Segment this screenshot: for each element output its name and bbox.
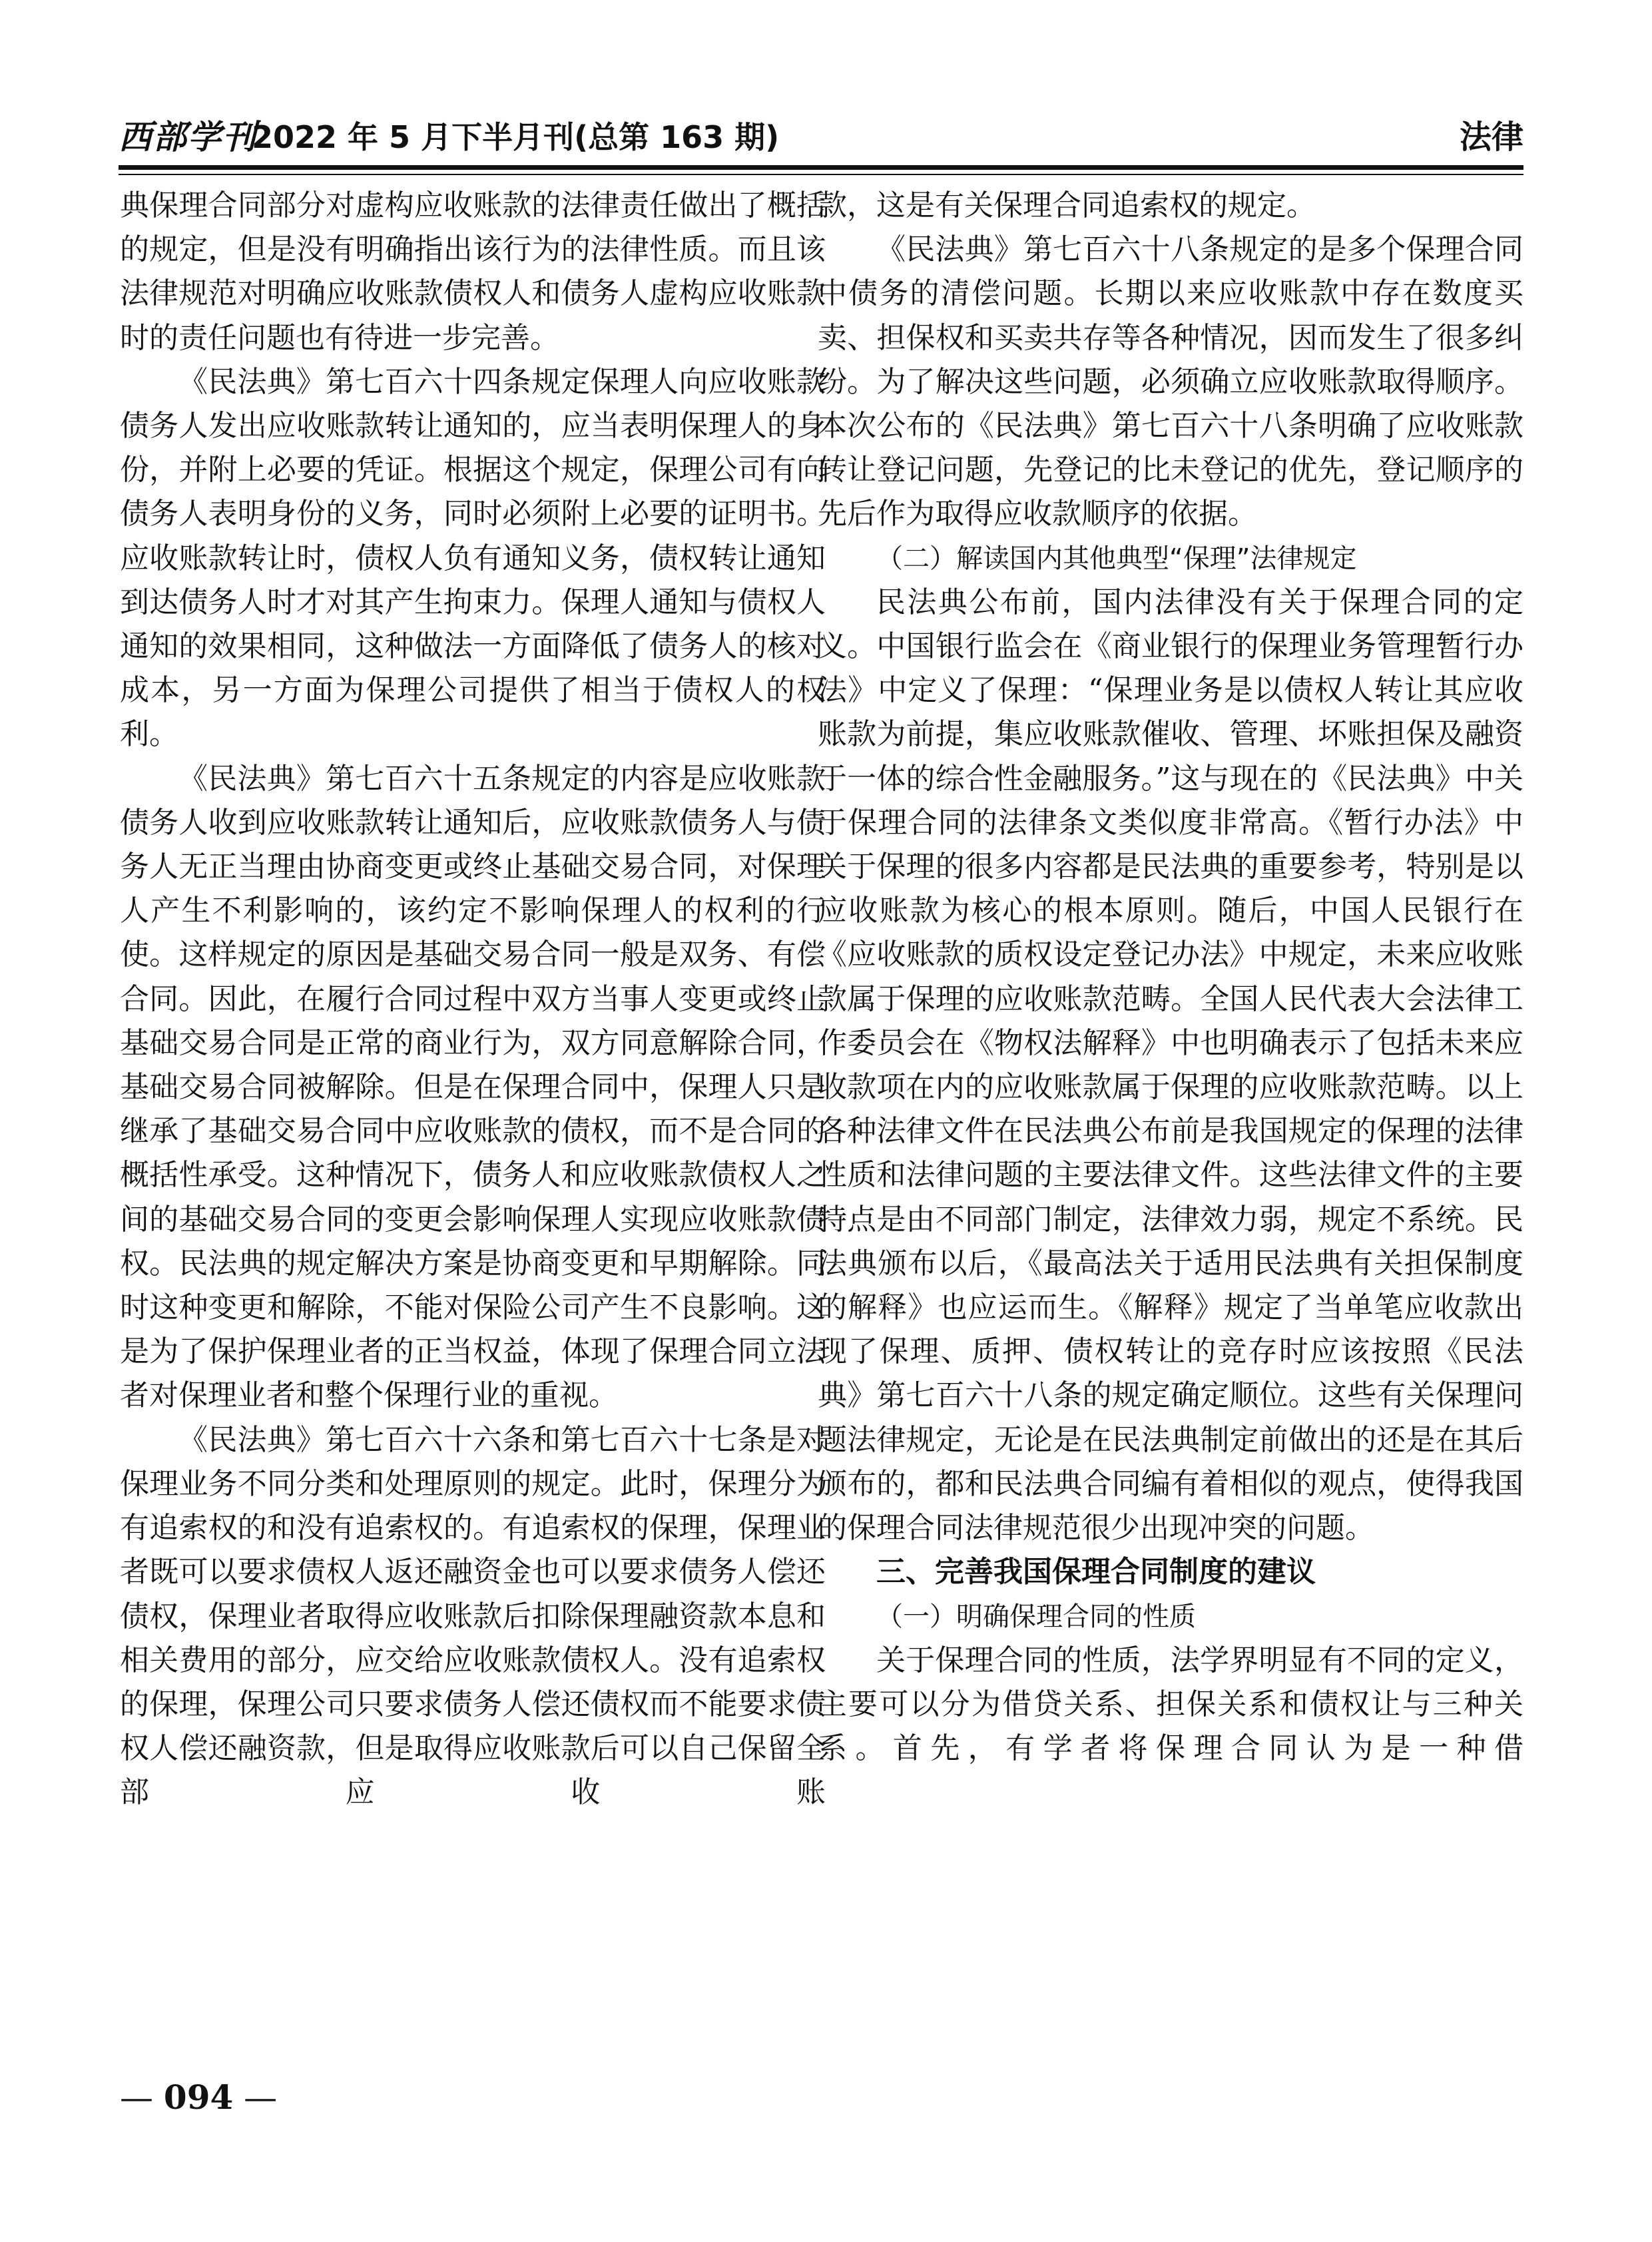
running-header (119, 112, 1523, 165)
journal-name: 西部学刊 (119, 117, 257, 156)
page-footer (120, 2074, 277, 2121)
section-heading: 三、完善我国保理合同制度的建议 (876, 1555, 1316, 1589)
subsection-heading: （一）明确保理合同的性质 (876, 1601, 1196, 1632)
paragraph: 民法典公布前，国内法律没有关于保理合同的定义。中国银行监会在《商业银行的保理业务管理暂行办法》中定义了保理：“保理业务是以债权人转让其应收账款为前提，集应收账款催收、管理、坏账担保及融资于一体的综合性金融服务。”这与现在的《民法典》中关于保理合同的法律条文类似度非常高。《暂行办法》中关于保理的很多内容都是民法典的重要参考，特别是以应收账款为核心的根本原则。随后，中国人民银行在《应收账款的质权设定登记办法》中规定，未来应收账款属于保理的应收账款范畴。全国人民代表大会法律工作委员会在《物权法解释》中也明确表示了包括未来应收款项在内的应收账款属于保理的应收账款范畴。以上各种法律文件在民法典公布前是我国规定的保理的法律性质和法律问题的主要法律文件。这些法律文件的主要特点是由不同部门制定，法律效力弱，规定不系统。民法典颁布以后，《最高法关于适用民法典有关担保制度的解释》也应运而生。《解释》规定了当单笔应收款出现了保理、质押、债权转让的竞存时应该按照《民法典》第七百六十八条的规定确定顺位。这些有关保理问题法律规定，无论是在民法典制定前做出的还是在其后颁布的，都和民法典合同编有着相似的观点，使得我国的保理合同法律规范很少出现冲突的问题。 (818, 585, 1523, 1545)
paragraph: 典保理合同部分对虚构应收账款的法律责任做出了概括的规定，但是没有明确指出该行为的法律性质。而且该法律规范对明确应收账款债权人和债务人虚构应收账款时的责任问题也有待进一步完善。 (120, 188, 826, 355)
paragraph: 《民法典》第七百六十五条规定的内容是应收账款债务人收到应收账款转让通知后，应收账款债务人与债务人无正当理由协商变更或终止基础交易合同，对保理人产生不利影响的，该约定不影响保理人的权利的行使。这样规定的原因是基础交易合同一般是双务、有偿合同。因此，在履行合同过程中双方当事人变更或终止基础交易合同是正常的商业行为，双方同意解除合同，基础交易合同被解除。但是在保理合同中，保理人只是继承了基础交易合同中应收账款的债权，而不是合同的概括性承受。这种情况下，债务人和应收账款债权人之间的基础交易合同的变更会影响保理人实现应收账款债权。民法典的规定解决方案是协商变更和早期解除。同时这种变更和解除，不能对保险公司产生不良影响。这是为了保护保理业者的正当权益，体现了保理合同立法者对保理业者和整个保理行业的重视。 (120, 761, 826, 1413)
paragraph: 《民法典》第七百六十八条规定的是多个保理合同中债务的清偿问题。长期以来应收账款中存在数度买卖、担保权和买卖共存等各种情况，因而发生了很多纠纷。为了解决这些问题，必须确立应收账款取得顺序。本次公布的《民法典》第七百六十八条明确了应收账款转让登记问题，先登记的比未登记的优先，登记顺序的先后作为取得应收款顺序的依据。 (818, 232, 1523, 531)
paragraph: 款，这是有关保理合同追索权的规定。 (818, 188, 1316, 222)
paragraph: 《民法典》第七百六十四条规定保理人向应收账款债务人发出应收账款转让通知的，应当表明保理人的身份，并附上必要的凭证。根据这个规定，保理公司有向债务人表明身份的义务，同时必须附上必要的证明书。应收账款转让时，债权人负有通知义务，债权转让通知到达债务人时才对其产生拘束力。保理人通知与债权人通知的效果相同，这种做法一方面降低了债务人的核对成本，另一方面为保理公司提供了相当于债权人的权利。 (120, 364, 826, 752)
page-number: 094 (163, 2078, 234, 2117)
header-rule (119, 165, 1523, 175)
paragraph: 关于保理合同的性质，法学界明显有不同的定义，主要可以分为借贷关系、担保关系和债权让与三种关系。首先，有学者将保理合同认为是一种借 (818, 1643, 1523, 1766)
right-column (818, 184, 1523, 1771)
left-column (120, 184, 826, 1815)
paragraph: 《民法典》第七百六十六条和第七百六十七条是对保理业务不同分类和处理原则的规定。此时，保理分为有追索权的和没有追索权的。有追索权的保理，保理业者既可以要求债权人返还融资金也可以要求债务人偿还债权，保理业者取得应收账款后扣除保理融资款本息和相关费用的部分，应交给应收账款债权人。没有追索权的保理，保理公司只要求债务人偿还债权而不能要求债权人偿还融资款，但是取得应收账款后可以自己保留全部应收账 (120, 1422, 826, 1810)
subsection-heading: （二）解读国内其他典型“保理”法律规定 (876, 543, 1357, 574)
section-name: 法律 (1459, 119, 1523, 156)
issue-info: 2022 年 5 月下半月刊(总第 163 期) (252, 119, 780, 155)
footer-dash: — (120, 2078, 164, 2117)
footer-dash: — (233, 2078, 278, 2117)
